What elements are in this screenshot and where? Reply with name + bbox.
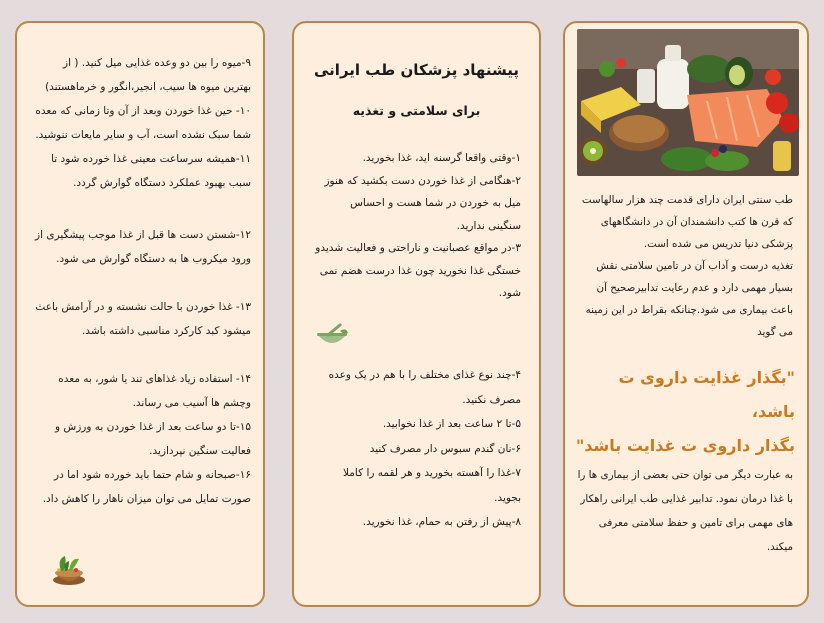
right-panel [563,21,809,607]
herb-mortar-icon [47,553,91,587]
tip-12-text: ۱۲-شستن دست ها قبل از غذا موجب پیشگیری از ورود میکروب ها به دستگاه گوارش می شود. [35,229,251,265]
page-title: پیشنهاد پزشکان طب ایرانی [314,61,519,79]
tip-13-text: ۱۳- غذا خوردن با حالت نشسته و در آرامش باعث میشود کبد کارکرد مناسبی داشته باشد. [35,301,251,337]
middle-panel [292,21,541,607]
intro-text: طب سنتی ایران دارای قدمت چند هزار سالهاست که قرن ها کتب دانشمندان آن در دانشگاههای پزشکی دنیا تدریس می شده است. تغذیه درست و آداب آن در تامین سلامتی نقش بسیار مهمی دارد و عدم رعایت تدابیرصحیح آن باعث بیماری می شود.چنانکه بقراط در این زمینه می گوید [581,194,793,338]
left-panel [15,21,265,607]
tips-9-11-text: ۹-میوه را بین دو وعده غذایی میل کنید. ( از بهترین میوه ها سیب، انجیر،انگور و خرماهستند) ۱۰- حین غذا خوردن وبعد از آن وتا زمانی که معده شما سبک نشده است، آب و سایر مایعات ننوشید. ۱۱-همیشه سرساعت معینی غذا خورده شود تا سبب بهبود عملکرد دستگاه گوارش گردد. [35,57,251,189]
mortar-pestle-icon [314,323,350,349]
hippocrates-quote: "بگذار غذایت داروی ت باشد، بگذار داروی ت غذایت باشد" [575,368,795,455]
healthy-food-photo [577,29,799,176]
page-subtitle: برای سلامتی و تغذیه [352,103,481,118]
outro-text: به عبارت دیگر می توان حتی بعضی از بیماری ها را با غذا درمان نمود. تدابیر غذایی طب ایرانی راهکار های مهمی برای تامین و حفظ سلامتی معرفی میکند. [577,469,793,553]
tips-4-8-text: ۴-چند نوع غذای مختلف را با هم در یک وعده مصرف نکنید. ۵-تا ۲ ساعت بعد از غذا نخوابید. ۶-نان گندم سبوس دار مصرف کنید ۷-غذا را آهسته بخورید و هر لقمه را کاملا بجوید. ۸-پیش از رفتن به حمام، غذا نخورید. [328,369,521,528]
tips-1-3-text: ۱-وقتی واقعا گرسنه اید، غذا بخورید. ۲-هنگامی از غذا خوردن دست بکشید که هنوز میل به خوردن در شما هست و احساس سنگینی ندارید. ۳-در مواقع عصبانیت و ناراحتی و فعالیت شدیدو خستگی غذا نخورید چون غذا درست هضم نمی شود. [315,152,521,299]
tips-14-16-text: ۱۴- استفاده زیاد غذاهای تند یا شور، به معده وچشم ها آسیب می رساند. ۱۵-تا دو ساعت بعد از غذا خوردن به ورزش و فعالیت سنگین نپردازید. ۱۶-صبحانه و شام حتما باید خورده شود اما در صورت تمایل می توان میزان ناهار را کاهش داد. [42,373,251,505]
